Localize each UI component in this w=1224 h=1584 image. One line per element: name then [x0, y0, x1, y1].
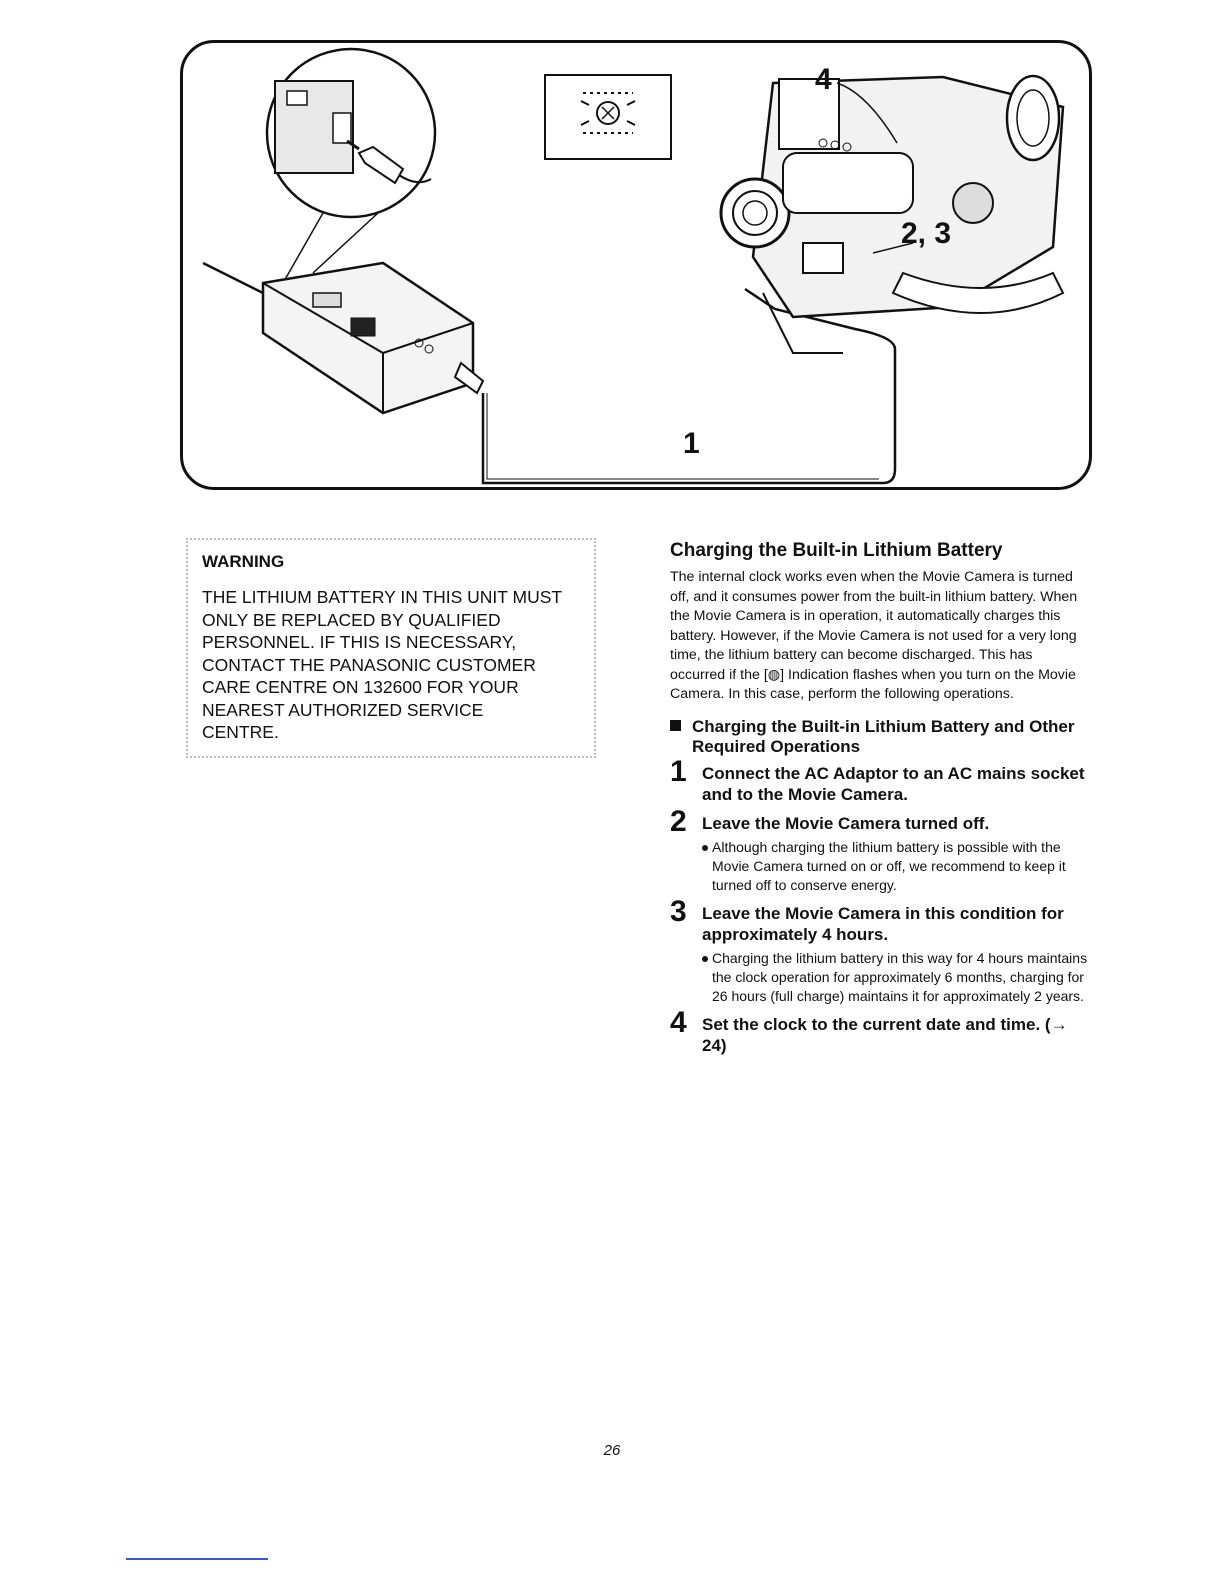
step-3: [670, 894, 1090, 1006]
warning-text: THE LITHIUM BATTERY IN THIS UNIT MUST ONLY BE REPLACED BY QUALIFIED PERSONNEL. IF THIS IS NECESSARY, CONTACT THE PANASONIC CUSTOMER CARE CENTRE ON 132600 FOR YOUR NEAREST AUTHORIZED SERVICE CENTRE.: [202, 587, 563, 742]
sub-heading-text: Charging the Built-in Lithium Battery and Other Required Operations: [692, 716, 1075, 756]
sub-heading: [670, 717, 1090, 757]
step-1: [670, 754, 1090, 805]
step-note: [702, 838, 1090, 895]
step-title: Leave the Movie Camera turned off.: [702, 813, 990, 833]
callout-step-2-3: 2, 3: [901, 217, 952, 250]
step-number: 4: [670, 1005, 687, 1039]
warning-box: [186, 538, 596, 758]
bullet-dot-icon: [702, 956, 708, 962]
bullet-dot-icon: [702, 845, 708, 851]
step-note-text: Charging the lithium battery in this way for 4 hours maintains the clock operation for approximately 6 months, charging for 26 hours (full charge) maintains it for approximately 2 years.: [712, 949, 1088, 1004]
section-intro: The internal clock works even when the Movie Camera is turned off, and it consumes power from the built-in lithium battery. When the Movie Camera is in operation, it automatically charges this battery. However, if the Movie Camera is not used for a very long time, the lithium battery can become discharged. This has occurred if the [◍] Indication flashes when you turn on the Movie Camera. In this case, perform the following operations.: [670, 569, 1078, 702]
step-title: Leave the Movie Camera in this condition for approximately 4 hours.: [702, 903, 1064, 944]
page-number: 26: [603, 1442, 621, 1459]
charging-section: [670, 540, 1090, 1064]
step-number: 2: [670, 804, 687, 838]
charging-illustration: [180, 40, 1092, 490]
step-2: [670, 804, 1090, 895]
scan-edge-line: [126, 1558, 268, 1560]
step-title: Set the clock to the current date and time. (→ 24): [702, 1014, 1068, 1055]
step-note: [702, 949, 1090, 1006]
step-4: [670, 1005, 1090, 1056]
step-title: Connect the AC Adaptor to an AC mains socket and to the Movie Camera.: [702, 763, 1085, 804]
camcorder-icon: [721, 76, 1063, 353]
warning-title: WARNING: [202, 552, 285, 571]
illustration-drawing: [183, 43, 1092, 490]
callout-step-4: 4: [815, 63, 832, 96]
step-number: 3: [670, 894, 687, 928]
dc-cable-icon: [455, 289, 895, 483]
ac-adaptor-icon: [263, 263, 473, 413]
flashing-clock-indication-icon: [545, 75, 671, 159]
callout-step-1: 1: [683, 427, 700, 460]
step-number: 1: [670, 754, 687, 788]
adaptor-plug-closeup: [267, 49, 435, 217]
section-title: Charging the Built-in Lithium Battery: [670, 540, 1003, 561]
square-bullet-icon: [670, 720, 681, 731]
step-note-text: Although charging the lithium battery is possible with the Movie Camera turned on or off, we recommend to keep it turned off to conserve energy.: [712, 838, 1066, 893]
